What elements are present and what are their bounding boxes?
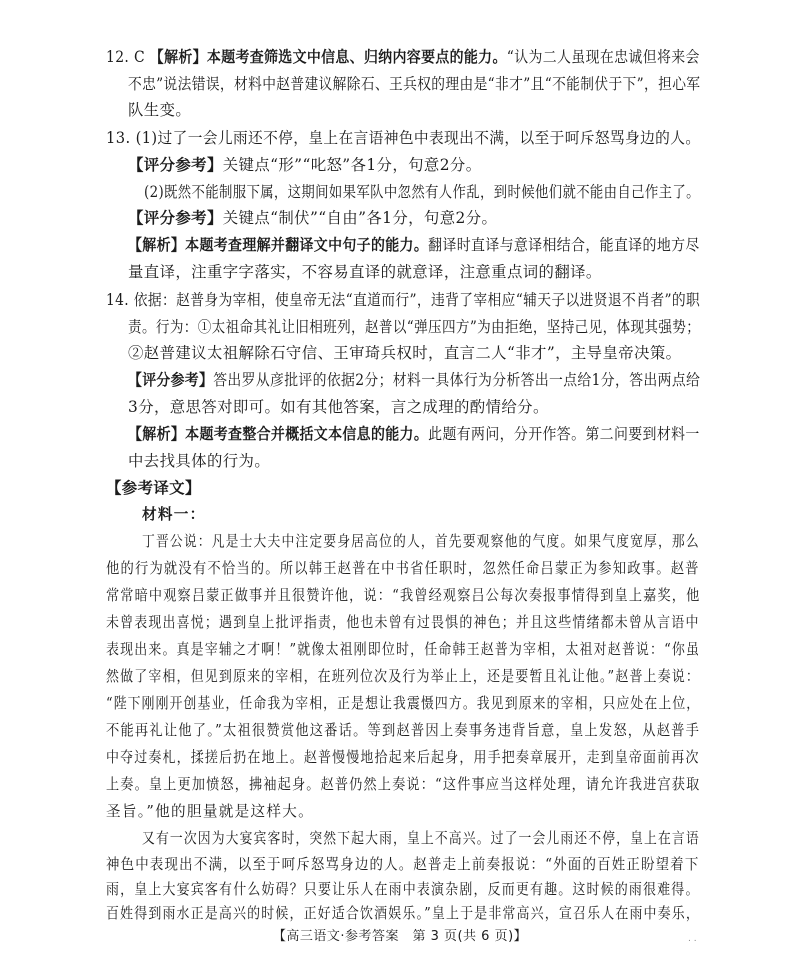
q14-line-3: ②赵普建议太祖解除石守信、王审琦兵权时，直言二人“非才”，主导皇帝决策。 (128, 344, 682, 362)
p1-line-9: 中夺过奏札，揉搓后扔在地上。赵普慢慢地拾起来后起身，用手把奏章展开，走到皇帝面前再次 (106, 749, 700, 766)
q13-analysis-text: 翻译时直译与意译相结合，能直译的地方尽 (428, 236, 700, 254)
q13-score-1-tag: 【评分参考】 (128, 156, 223, 174)
q13-line-1: 13. (1)过了一会儿雨还不停，皇上在言语神色中表现出不满，以至于呵斥怒骂身边的人。 (106, 129, 701, 147)
q13-line-6: 量直译，注重字字落实，不容易直译的就意译，注意重点词的翻译。 (128, 263, 602, 281)
p2-line-4: 百姓得到雨水正是高兴的时候，正好适合饮酒娱乐。”皇上于是非常高兴，宣召乐人在雨中奏乐， (106, 905, 701, 922)
p1-line-4: 未曾表现出喜悦；遇到皇上批评指责，他也未曾有过畏惧的神色；并且这些情绪都未曾从言语中 (106, 614, 700, 631)
q13-analysis (128, 235, 700, 255)
p1-line-1: 丁晋公说：凡是士大夫中注定要身居高位的人，首先要观察他的气度。如果气度宽厚，那么 (142, 533, 700, 550)
q13-analysis-tag: 【解析】 (128, 236, 186, 254)
material-title: 材料一： (142, 506, 206, 523)
q14-line-1: 14. 依据：赵普身为宰相，使皇帝无法“直道而行”，违背了宰相应“辅天子以进贤退不肖者”的职 (106, 291, 701, 309)
footer-dots: . . (688, 934, 697, 944)
translation-header: 【参考译文】 (106, 479, 201, 497)
q13-score-2-text: 关键点“制伏”“自由”各1分，句意2分。 (222, 209, 498, 227)
p1-line-5: 表现出来。真是宰辅之才啊！”就像太祖刚即位时，任命韩王赵普为宰相，太祖对赵普说：“你虽 (106, 641, 701, 658)
q14-score (128, 370, 700, 390)
p1-line-6: 然做了宰相，但见到原来的宰相，在班列位次及行为举止上，还是要暂且礼让他。”赵普上奏说： (106, 668, 701, 685)
q12-analysis-tag: 【解析】 (149, 48, 207, 66)
q12-line-1 (106, 47, 700, 67)
p1-line-7: “陛下刚刚开创基业，任命我为宰相，正是想让我震慑四方。我见到原来的宰相，只应处在上位， (106, 695, 701, 712)
q14-analysis-focus: 本题考查整合并概括文本信息的能力。 (185, 425, 429, 443)
p2-line-1: 又有一次因为大宴宾客时，突然下起大雨，皇上不高兴。过了一会儿雨还不停，皇上在言语 (142, 830, 700, 847)
page-footer: 【高三语文·参考答案 第 3 页(共 6 页)】 (272, 929, 528, 944)
q14-line-5: 3分，意思答对即可。如有其他答案，言之成理的酌情给分。 (128, 398, 549, 416)
q12-line-2: 不忠”说法错误，材料中赵普建议解除石、王兵权的理由是“非才”且“不能制伏于下”，担心军 (128, 75, 701, 93)
q14-analysis (128, 424, 700, 444)
q12-analysis-text: “认为二人虽现在忠诚但将来会 (506, 48, 700, 66)
p1-line-3: 常常暗中观察吕蒙正做事并且很赞许他，说：“我曾经观察吕公每次奏报事情得到皇上嘉奖，他 (106, 587, 701, 604)
q12-line-3: 队生变。 (128, 101, 192, 119)
q14-line-7: 中去找具体的行为。 (128, 452, 271, 470)
p2-line-2: 神色中表现出不满，以至于呵斥怒骂身边的人。赵普走上前奏报说：“外面的百姓正盼望着下 (106, 856, 700, 873)
p1-line-8: 不能再礼让他了。”太祖很赞赏他这番话。等到赵普因上奏事务违背旨意，皇上发怒，从赵普手 (106, 722, 701, 739)
p1-line-10: 上奏。皇上更加愤怒，拂袖起身。赵普仍然上奏说：“这件事应当这样处理，请允许我进宫获取 (106, 776, 701, 793)
q14-analysis-tag: 【解析】 (128, 425, 186, 443)
q12-analysis-focus: 本题考查筛选文中信息、归纳内容要点的能力。 (206, 48, 507, 66)
p2-line-3: 雨，皇上大宴宾客有什么妨碍？只要让乐人在雨中表演杂剧，反而更有趣。这时候的雨很难得。 (106, 881, 700, 898)
q13-score-1 (128, 155, 482, 175)
q13-line-3: (2)既然不能制服下属，这期间如果军队中忽然有人作乱，到时候他们就不能由自己作主了。 (144, 183, 700, 201)
q13-score-2 (128, 208, 497, 228)
q12-number: 12. C (106, 48, 146, 66)
p1-line-2: 他的行为就没有不恰当的。所以韩王赵普在中书省任职时，忽然任命吕蒙正为参知政事。赵普 (106, 560, 700, 577)
q13-score-1-text: 关键点“形”“叱怒”各1分，句意2分。 (222, 156, 482, 174)
p1-line-11: 圣旨。”他的胆量就是这样大。 (106, 803, 315, 820)
q13-score-2-tag: 【评分参考】 (128, 209, 223, 227)
q13-analysis-focus: 本题考查理解并翻译文中句子的能力。 (185, 236, 429, 254)
q14-score-text: 答出罗从彦批评的依据2分；材料一具体行为分析答出一点给1分，答出两点给 (213, 371, 701, 389)
q14-line-2: 责。行为：①太祖命其礼让旧相班列，赵普以“弹压四方”为由拒绝，坚持己见，体现其强势； (128, 318, 701, 336)
q14-analysis-text: 此题有两问，分开作答。第二问要到材料一 (428, 425, 700, 443)
q14-score-tag: 【评分参考】 (128, 371, 214, 389)
